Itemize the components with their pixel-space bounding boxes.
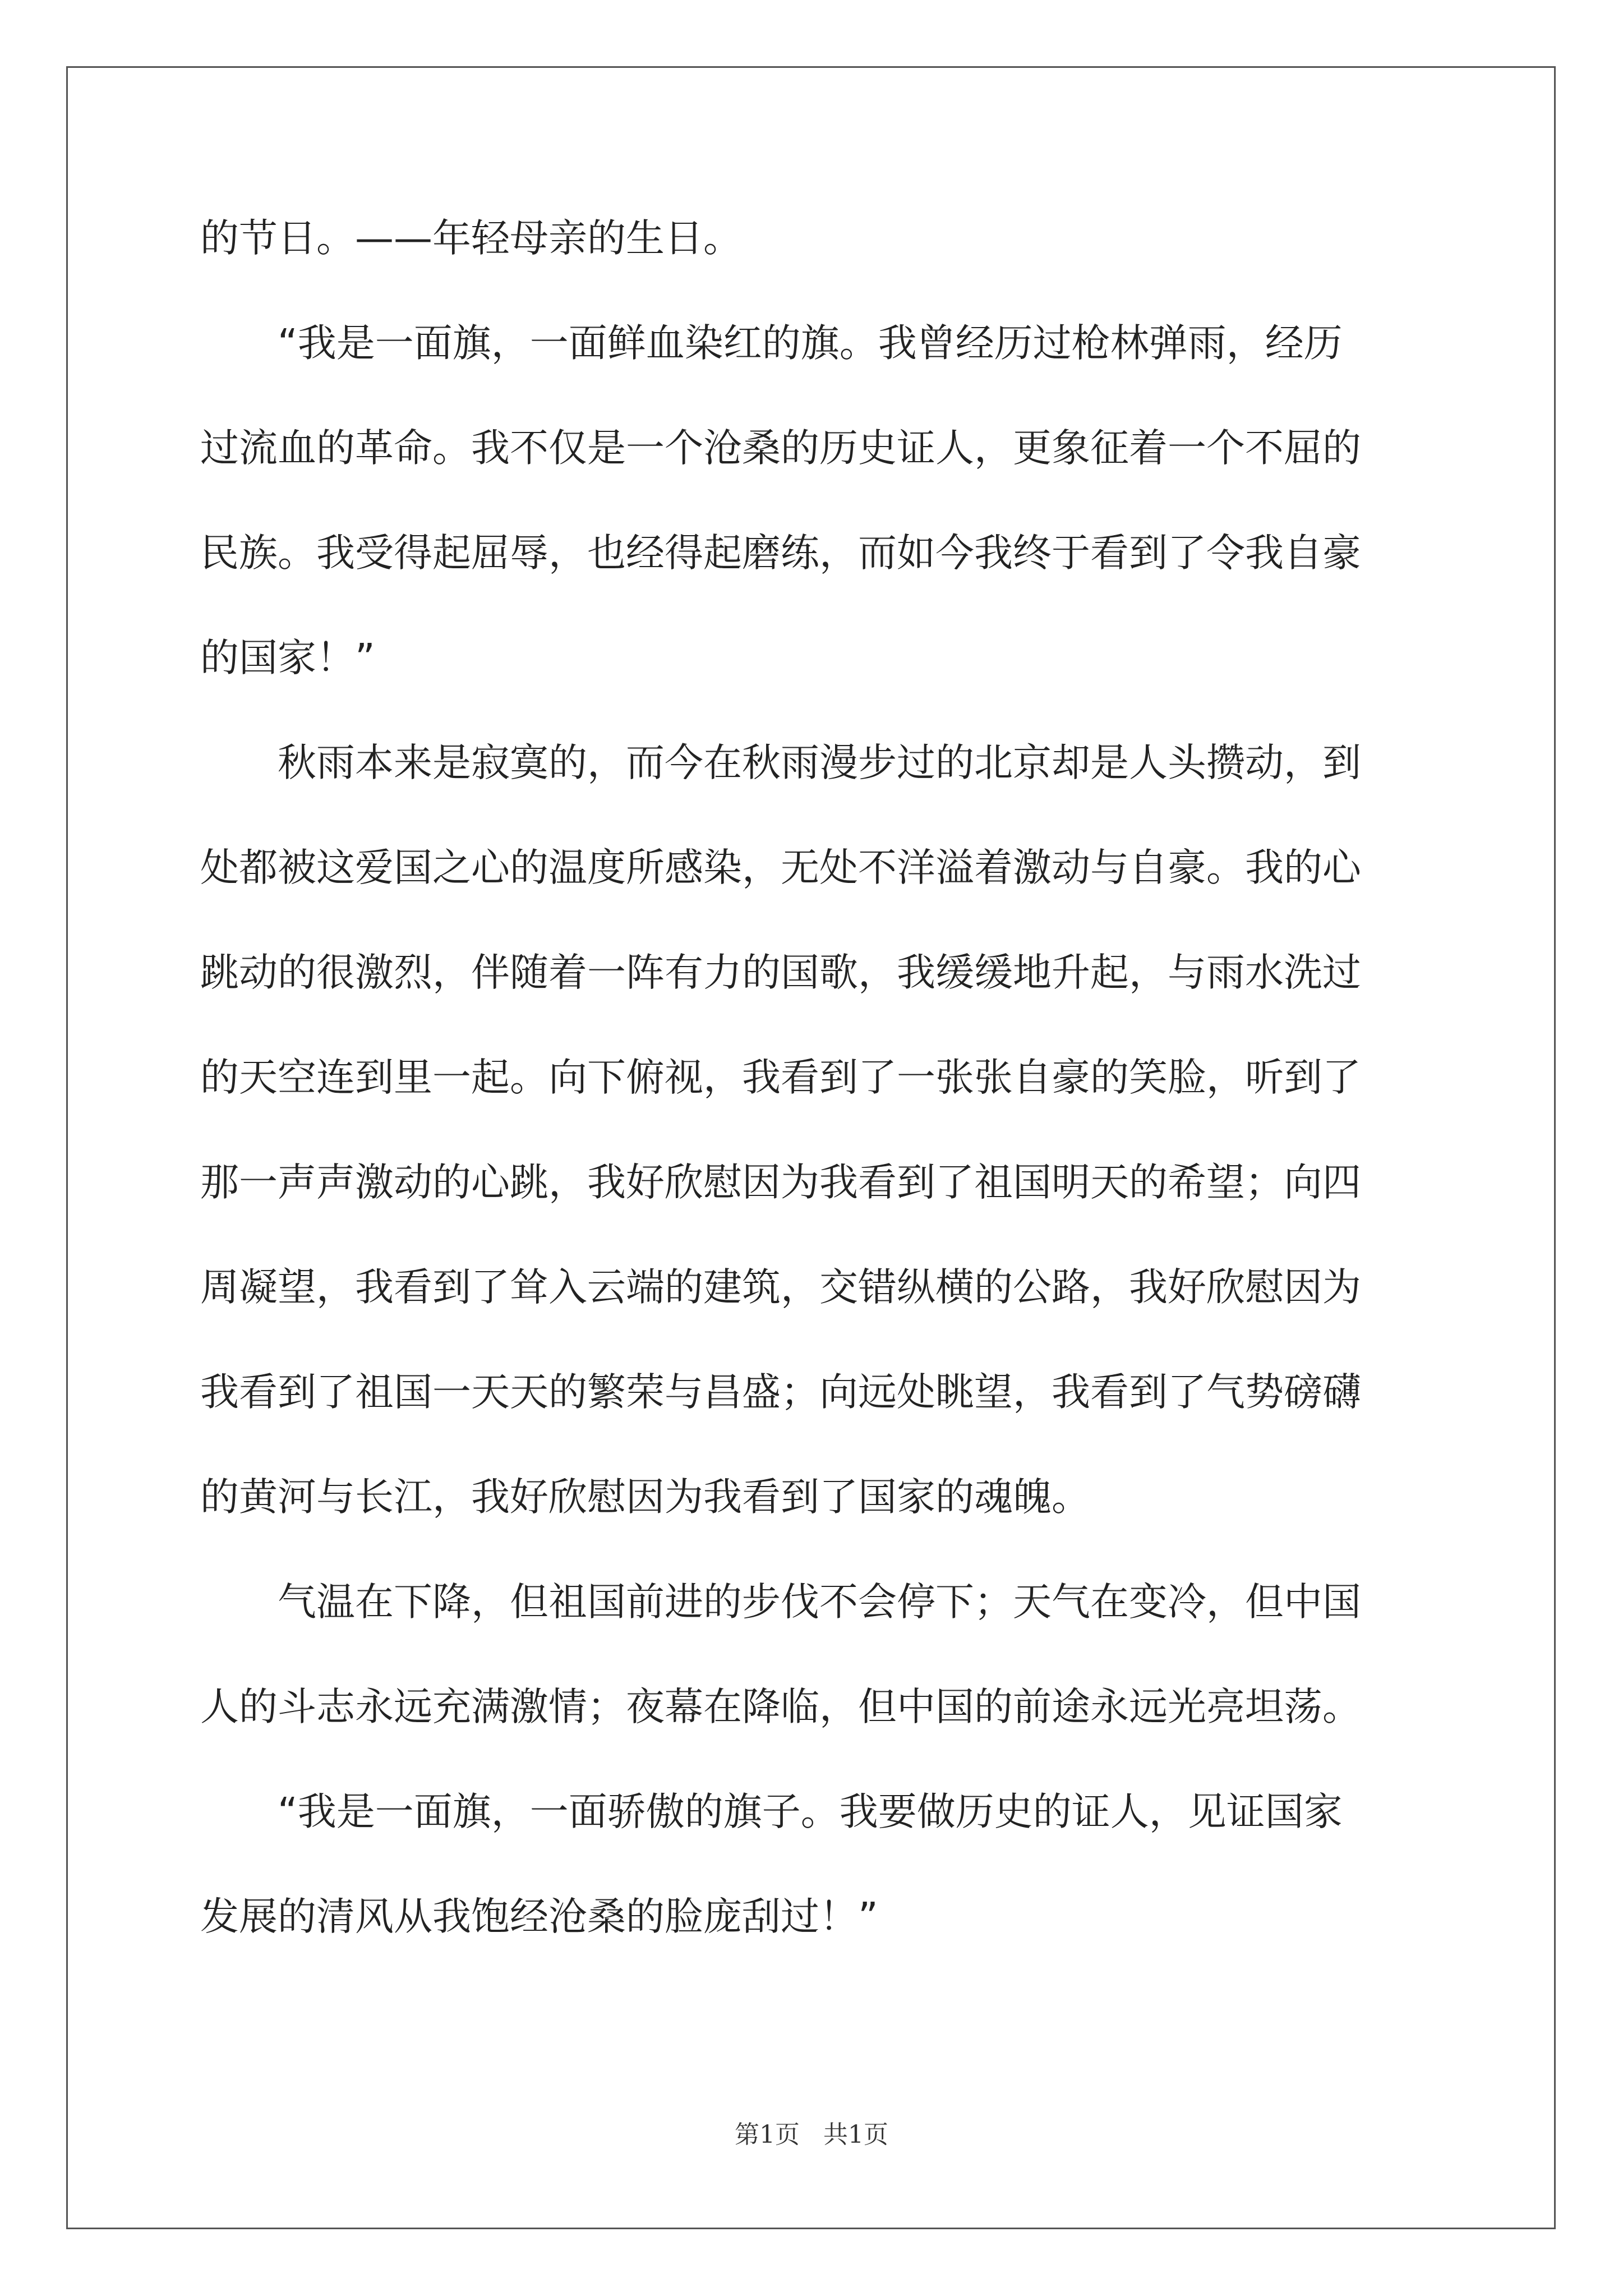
page-footer (0, 2119, 1623, 2151)
text-line: 的天空连到里一起。向下俯视，我看到了一张张自豪的笑脸，听到了 (200, 1055, 1361, 1100)
text-line: 过流血的革命。我不仅是一个沧桑的历史证人，更象征着一个不屈的 (200, 426, 1361, 471)
text-line: 那一声声激动的心跳，我好欣慰因为我看到了祖国明天的希望；向四 (200, 1160, 1361, 1205)
paragraph-1 (200, 208, 1423, 312)
text-line: 的黄河与长江，我好欣慰因为我看到了国家的魂魄。 (200, 1475, 1090, 1520)
text-line: “我是一面旗，一面鲜血染红的旗。我曾经历过枪林弹雨，经历 (200, 321, 1343, 366)
paragraph-2 (200, 312, 1423, 732)
document-body (200, 208, 1423, 1991)
page-total: 共1页 (823, 2120, 888, 2149)
text-line: “我是一面旗，一面骄傲的旗子。我要做历史的证人，见证国家 (200, 1789, 1343, 1834)
text-line: 跳动的很激烈，伴随着一阵有力的国歌，我缓缓地升起，与雨水洗过 (200, 950, 1361, 995)
text-line: 人的斗志永远充满激情；夜幕在降临，但中国的前途永远光亮坦荡。 (200, 1685, 1361, 1729)
text-line: 周凝望，我看到了耸入云端的建筑，交错纵横的公路，我好欣慰因为 (200, 1265, 1361, 1310)
text-line: 发展的清风从我饱经沧桑的脸庞刮过！” (200, 1894, 878, 1939)
paragraph-3 (200, 732, 1423, 1571)
text-line: 的节日。——年轻母亲的生日。 (200, 216, 742, 261)
text-line: 处都被这爱国之心的温度所感染，无处不洋溢着激动与自豪。我的心 (200, 845, 1361, 890)
text-line: 的国家！” (200, 636, 375, 680)
paragraph-5 (200, 1781, 1423, 1991)
paragraph-4 (200, 1571, 1423, 1781)
text-line: 我看到了祖国一天天的繁荣与昌盛；向远处眺望，我看到了气势磅礴 (200, 1370, 1361, 1415)
text-line: 民族。我受得起屈辱，也经得起磨练，而如今我终于看到了令我自豪 (200, 531, 1361, 576)
page-number: 第1页 (735, 2120, 800, 2149)
text-line: 秋雨本来是寂寞的，而今在秋雨漫步过的北京却是人头攒动，到 (200, 740, 1361, 785)
text-line: 气温在下降，但祖国前进的步伐不会停下；天气在变冷，但中国 (200, 1580, 1361, 1625)
